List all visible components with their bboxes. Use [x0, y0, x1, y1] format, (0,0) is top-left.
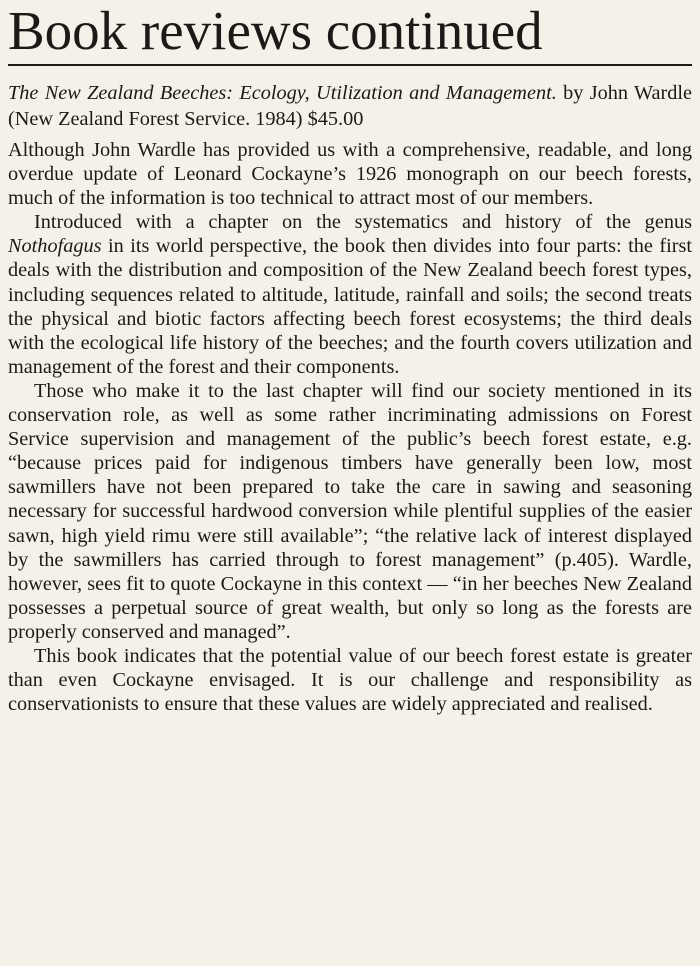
review-paragraph-1: [8, 138, 692, 210]
book-citation: [8, 80, 692, 132]
review-body: [8, 138, 692, 716]
review-paragraph-2: [8, 210, 692, 379]
paragraph-text: Those who make it to the last chapter will find our society mentioned in its conservation role, as well as some rather incriminating admissions on Forest Service supervision and management of the public’s beech forest estate, e.g. “because prices paid for indigenous timbers have generally been low, most sawmillers have not been prepared to take the care in sawing and seasoning necessary for successful hardwood conversion while plentiful supplies of the easier sawn, high yield rimu were still available”; “the relative lack of interest displayed by the sawmillers has carried through to forest management” (p.405). Wardle, however, sees fit to quote Cockayne in this context — “in her beeches New Zealand possesses a perpetual source of great wealth, but only so long as the forests are properly conserved and managed”.: [8, 379, 692, 643]
review-paragraph-3: [8, 379, 692, 644]
paragraph-text: This book indicates that the potential value of our beech forest estate is greater than even Cockayne envisaged. It is our challenge and responsibility as conservationists to ensure that these values are widely appreciated and realised.: [8, 644, 692, 716]
page-title: Book reviews continued: [8, 0, 543, 61]
paragraph-text: in its world perspective, the book then divides into four parts: the first deals with the distribution and composition of the New Zealand beech forest types, including sequences related to altitude, latitude, rainfall and soils; the second treats the physical and biotic factors affecting beech forest ecosystems; the third deals with the ecological life history of the beeches; and the fourth covers utilization and management of the forest and their components.: [8, 235, 692, 378]
book-byline: by John Wardle (New Zealand Forest Service. 1984) $45.00: [8, 82, 692, 130]
book-title: The New Zealand Beeches: Ecology, Utilization and Management.: [8, 82, 557, 104]
paragraph-text: Introduced with a chapter on the systematics and history of the genus: [34, 211, 692, 234]
paragraph-text: Although John Wardle has provided us with a comprehensive, readable, and long overdue update of Leonard Cockayne’s 1926 monograph on our beech forests, much of the information is too technical to attract most of our members.: [8, 139, 692, 210]
review-paragraph-4: [8, 644, 692, 716]
title-divider: [8, 64, 692, 66]
genus-name: Nothofagus: [8, 235, 102, 258]
